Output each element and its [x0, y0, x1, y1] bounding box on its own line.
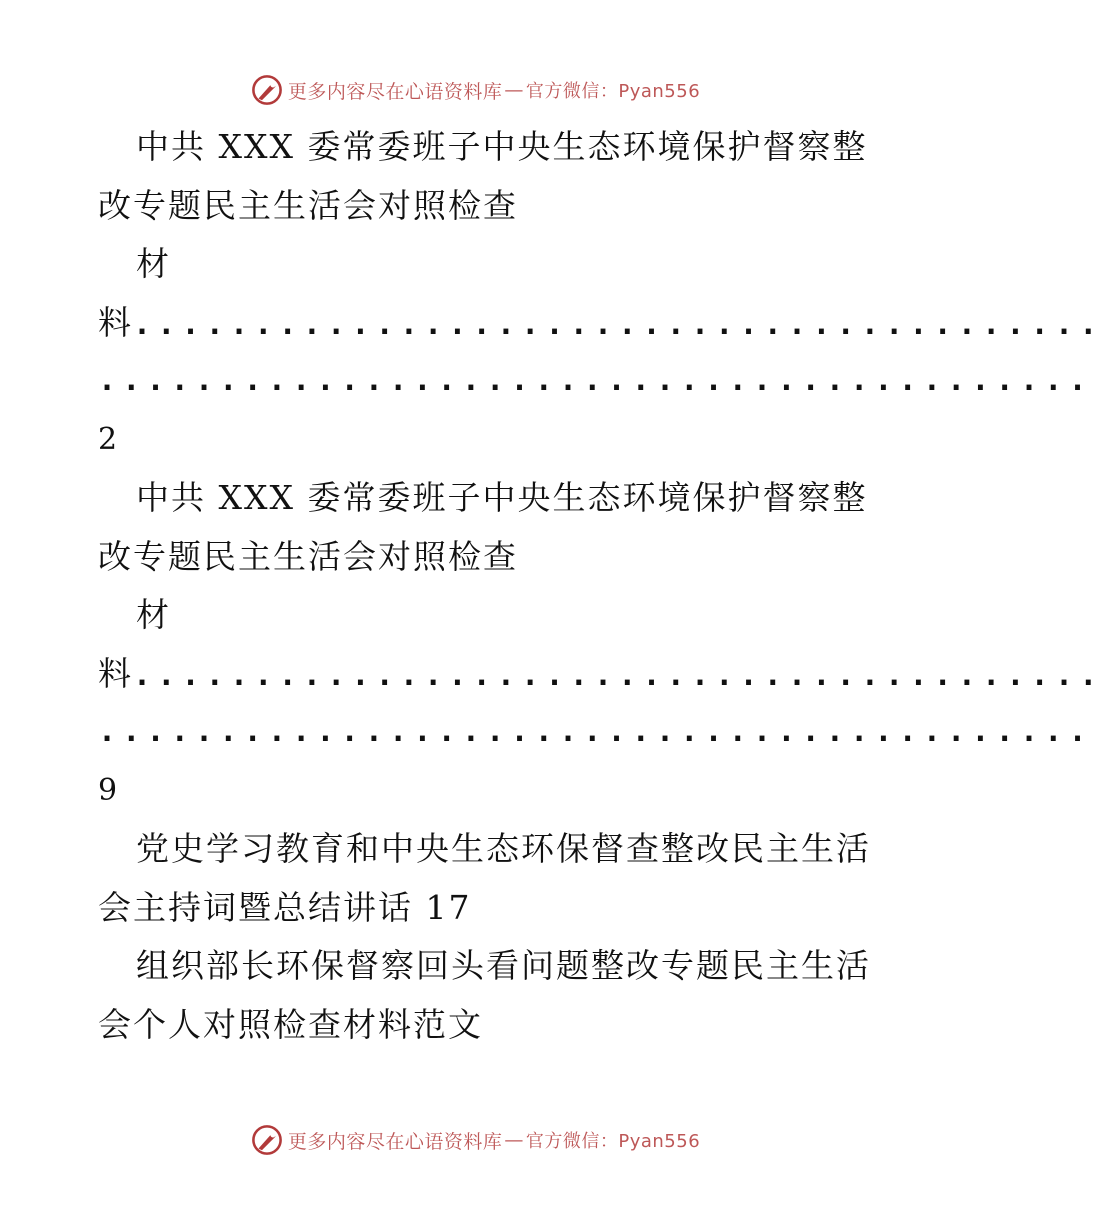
- toc-entry-1-line-3: 材: [136, 244, 171, 283]
- watermark-wechat: 官方微信：Pyan556: [525, 81, 701, 102]
- toc-entry-2-line-4: [98, 645, 1103, 704]
- header-watermark: [0, 70, 950, 110]
- watermark-text: 更多内容尽在心语资料库: [287, 80, 503, 103]
- toc-entry-3-line-1: 党史学习教育和中央生态环保督查整改民主生活: [136, 829, 871, 868]
- toc-entry-4-line-1: 组织部长环保督察回头看问题整改专题民主生活: [136, 946, 871, 985]
- toc-entry-3-line-2: 会主持词暨总结讲话 17: [98, 887, 472, 927]
- table-of-contents: [98, 118, 1103, 1054]
- toc-entry-2-prefix: 料: [98, 653, 133, 693]
- pen-logo-icon: [250, 73, 284, 107]
- toc-entry-2-page: 9: [98, 772, 118, 808]
- footer-watermark: [0, 1120, 950, 1160]
- toc-entry-1-line-1: 中共 XXX 委常委班子中央生态环境保护督察整: [136, 127, 868, 166]
- toc-entry-1-line-2: 改专题民主生活会对照检查: [98, 185, 518, 225]
- toc-entry-1-line-4: [98, 294, 1103, 353]
- toc-entry-2-line-1: 中共 XXX 委常委班子中央生态环境保护督察整: [136, 478, 868, 517]
- toc-entry-2-leader-dots: ........................................: [133, 657, 1103, 693]
- pen-logo-icon: [250, 1123, 284, 1157]
- toc-entry-2-leader-dots-2: .........................................: [98, 714, 1093, 749]
- watermark-text: 更多内容尽在心语资料库: [287, 1130, 503, 1153]
- toc-entry-1-page: 2: [98, 421, 118, 457]
- toc-entry-4-line-2: 会个人对照检查材料范文: [98, 1004, 483, 1044]
- toc-entry-2-line-3: 材: [136, 595, 171, 634]
- toc-entry-1-leader-dots: ........................................: [133, 306, 1103, 342]
- watermark-wechat: 官方微信：Pyan556: [525, 1131, 701, 1152]
- toc-entry-1-leader-dots-2: .........................................: [98, 363, 1093, 398]
- toc-entry-2-line-2: 改专题民主生活会对照检查: [98, 536, 518, 576]
- toc-entry-1-prefix: 料: [98, 302, 133, 342]
- watermark-separator: —: [504, 1129, 524, 1151]
- watermark-separator: —: [504, 79, 524, 101]
